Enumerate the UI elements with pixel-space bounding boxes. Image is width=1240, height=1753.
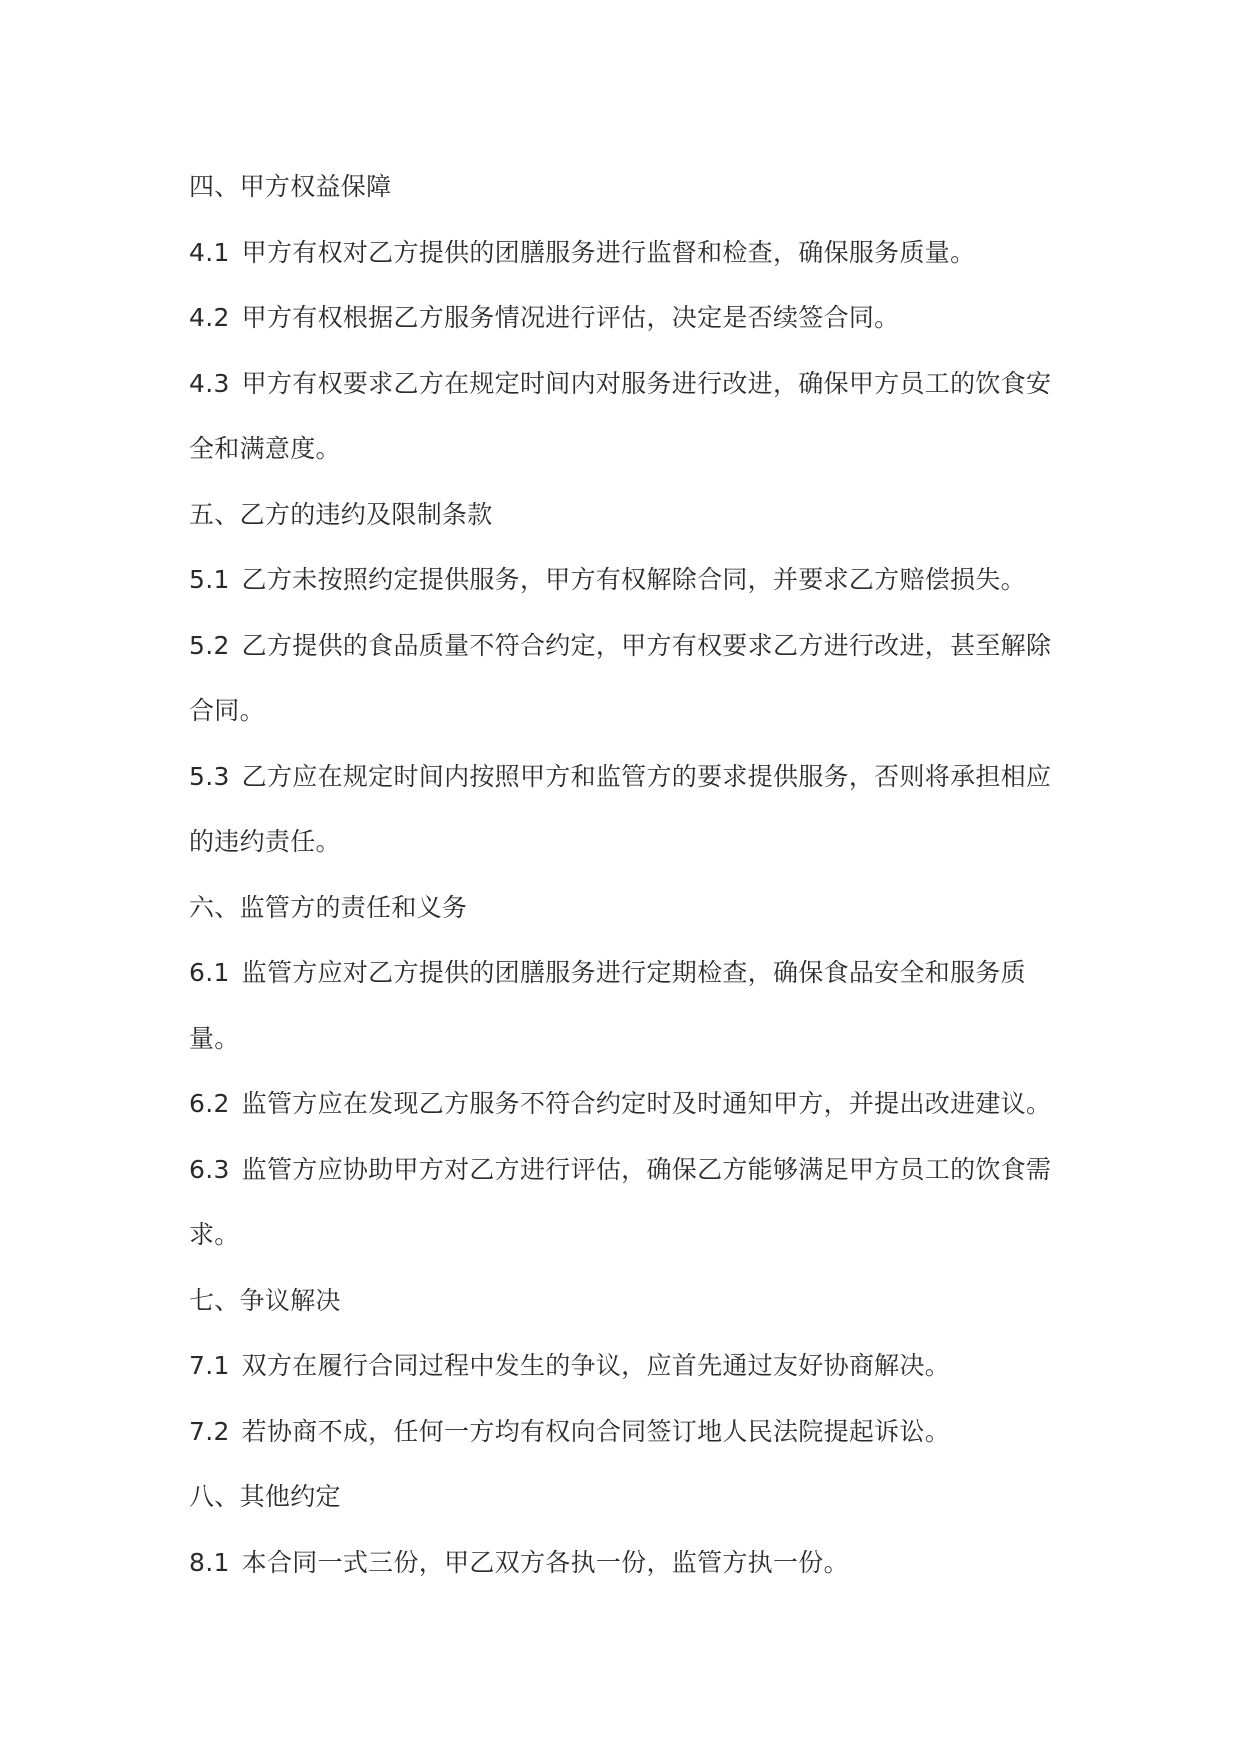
section-heading: 六、监管方的责任和义务 <box>189 892 468 922</box>
clause-line <box>189 1399 1051 1465</box>
clause-number: 7.1 <box>189 1351 230 1380</box>
clause-line <box>189 613 1051 679</box>
clause-text: 甲方有权根据乙方服务情况进行评估，决定是否续签合同。 <box>241 303 900 332</box>
clause-line <box>189 220 1051 286</box>
clause-number: 4.2 <box>189 303 230 332</box>
clause-continuation: 求。 <box>189 1220 240 1249</box>
clause-line <box>189 285 1051 351</box>
section-heading: 八、其他约定 <box>189 1482 341 1511</box>
clause-number: 5.3 <box>189 761 230 791</box>
clause-number: 8.1 <box>189 1547 230 1577</box>
clause-number: 4.1 <box>189 237 230 267</box>
clause-text: 双方在履行合同过程中发生的争议，应首先通过友好协商解决。 <box>241 1351 951 1380</box>
clause-number: 6.1 <box>189 958 230 987</box>
clause-number: 5.1 <box>189 565 230 594</box>
clause-text: 若协商不成，任何一方均有权向合同签订地人民法院提起诉讼。 <box>241 1416 951 1446</box>
clause-number: 7.2 <box>189 1416 230 1446</box>
clause-line <box>189 1333 1051 1399</box>
clause-line <box>189 744 1051 810</box>
section-heading: 四、甲方权益保障 <box>189 172 392 201</box>
clause-line <box>189 351 1051 417</box>
clause-continuation: 量。 <box>189 1023 240 1053</box>
clause-number: 6.2 <box>189 1089 230 1118</box>
clause-line <box>189 1137 1051 1203</box>
clause-continuation: 的违约责任。 <box>189 827 341 856</box>
document-page <box>189 154 1051 1595</box>
clause-line <box>189 1071 1051 1137</box>
clause-line <box>189 1530 1051 1596</box>
clause-text: 监管方应在发现乙方服务不符合约定时及时通知甲方，并提出改进建议。 <box>241 1089 1052 1118</box>
clause-continuation: 全和满意度。 <box>189 434 341 463</box>
clause-text: 乙方未按照约定提供服务，甲方有权解除合同，并要求乙方赔偿损失。 <box>241 565 1026 594</box>
clause-number: 4.3 <box>189 368 230 398</box>
clause-text: 乙方应在规定时间内按照甲方和监管方的要求提供服务，否则将承担相应 <box>241 761 1052 791</box>
clause-text: 监管方应协助甲方对乙方进行评估，确保乙方能够满足甲方员工的饮食需 <box>241 1154 1052 1184</box>
clause-text: 甲方有权要求乙方在规定时间内对服务进行改进，确保甲方员工的饮食安 <box>241 368 1052 398</box>
clause-line <box>189 547 1051 613</box>
clause-text: 本合同一式三份，甲乙双方各执一份，监管方执一份。 <box>241 1547 849 1577</box>
clause-number: 6.3 <box>189 1154 230 1184</box>
clause-line <box>189 940 1051 1006</box>
clause-continuation: 合同。 <box>189 696 265 725</box>
clause-text: 监管方应对乙方提供的团膳服务进行定期检查，确保食品安全和服务质 <box>241 958 1026 987</box>
section-heading: 七、争议解决 <box>189 1285 341 1315</box>
clause-text: 乙方提供的食品质量不符合约定，甲方有权要求乙方进行改进，甚至解除 <box>241 630 1052 660</box>
clause-number: 5.2 <box>189 630 230 660</box>
section-heading: 五、乙方的违约及限制条款 <box>189 499 493 529</box>
clause-text: 甲方有权对乙方提供的团膳服务进行监督和检查，确保服务质量。 <box>241 237 976 267</box>
